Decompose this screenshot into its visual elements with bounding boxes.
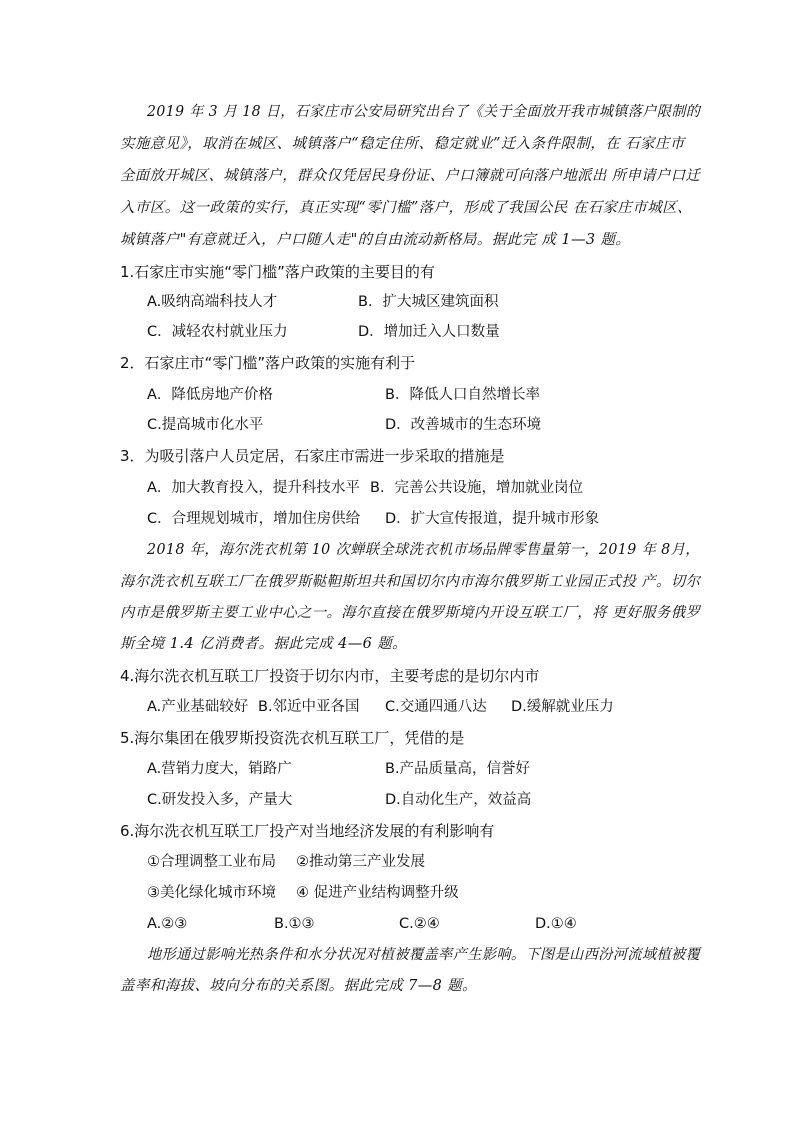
question-6-statement-1: ①合理调整工业布局 xyxy=(147,854,276,870)
passage-2-line-3: 内市是俄罗斯主要工业中心之一。海尔直接在俄罗斯境内开设互联工厂，将 更好服务俄罗 xyxy=(120,605,701,621)
question-2-option-d: D．改善城市的生态环境 xyxy=(385,417,542,433)
passage-1-line-5: 城镇落户"有意就迁入，户口随人走"的自由流动新格局。据此完 成 1—3 题。 xyxy=(120,232,631,248)
question-2-option-c: C.提高城市化水平 xyxy=(147,417,264,433)
question-6-statement-3: ③美化绿化城市环境 xyxy=(147,885,276,901)
passage-3-line-2: 盖率和海拔、坡向分布的关系图。据此完成 7—8 题。 xyxy=(120,978,478,994)
question-4-option-a: A.产业基础较好 xyxy=(147,699,249,715)
question-2-stem: 2．石家庄市“零门槛”落户政策的实施有利于 xyxy=(120,354,416,372)
question-6-stem: 6.海尔洗衣机互联工厂投产对当地经济发展的有利影响有 xyxy=(120,822,495,840)
question-6-statement-4: ④ 促进产业结构调整升级 xyxy=(296,885,459,901)
passage-2-line-1: 2018 年，海尔洗衣机第 10 次蝉联全球洗衣机市场品牌零售量第一，2019 年 8月， xyxy=(147,542,700,558)
question-2-option-a: A．降低房地产价格 xyxy=(147,387,273,403)
question-6-option-c: C.②④ xyxy=(399,916,440,932)
question-3-option-c: C．合理规划城市，增加住房供给 xyxy=(147,511,361,527)
question-5-option-d: D.自动化生产，效益高 xyxy=(385,792,532,808)
passage-2-line-4: 斯全境 1.4 亿消费者。据此完成 4—6 题。 xyxy=(120,636,408,652)
question-3-option-d: D．扩大宣传报道，提升城市形象 xyxy=(385,511,600,527)
passage-1-line-3: 全面放开城区、城镇落户，群众仅凭居民身份证、户口簿就可向落户地派出 所申请户口迁 xyxy=(120,168,701,184)
passage-3-line-1: 地形通过影响光热条件和水分状况对植被覆盖率产生影响。下图是山西汾河流域植被覆 xyxy=(147,947,701,963)
passage-1-line-4: 入市区。这一政策的实行，真正实现“零门槛”落户，形成了我国公民 在石家庄市城区、 xyxy=(120,200,692,216)
question-5-option-c: C.研发投入多，产量大 xyxy=(147,792,293,808)
question-6-option-d: D.①④ xyxy=(535,916,577,932)
passage-1-line-2: 实施意见》，取消在城区、城镇落户“稳定住所、稳定就业”迁入条件限制，在 石家庄市 xyxy=(120,136,685,152)
question-1-option-c: C．减轻农村就业压力 xyxy=(147,324,288,340)
question-1-option-d: D．增加迁入人口数量 xyxy=(358,324,500,340)
question-6-option-b: B.①③ xyxy=(274,916,315,932)
question-6-option-a: A.②③ xyxy=(147,916,188,932)
question-4-stem: 4.海尔洗衣机互联工厂投资于切尔内市，主要考虑的是切尔内市 xyxy=(120,667,540,685)
question-3-option-b: B．完善公共设施，增加就业岗位 xyxy=(370,480,583,496)
passage-1-line-1: 2019 年 3 月 18 日，石家庄市公安局研究出台了《关于全面放开我市城镇落户限制的 xyxy=(147,104,701,120)
question-1-option-b: B．扩大城区建筑面积 xyxy=(358,294,499,310)
question-3-stem: 3．为吸引落户人员定居，石家庄市需进一步采取的措施是 xyxy=(120,447,505,465)
question-5-option-b: B.产品质量高，信誉好 xyxy=(385,761,531,777)
question-1-stem: 1.石家庄市实施“零门槛”落户政策的主要目的有 xyxy=(120,263,435,281)
question-1-option-a: A.吸纳高端科技人才 xyxy=(147,294,278,310)
question-4-option-b: B.邻近中亚各国 xyxy=(258,699,360,715)
question-5-stem: 5.海尔集团在俄罗斯投资洗衣机互联工厂，凭借的是 xyxy=(120,729,465,747)
question-5-option-a: A.营销力度大，销路广 xyxy=(147,761,292,777)
question-4-option-d: D.缓解就业压力 xyxy=(511,699,614,715)
question-2-option-b: B．降低人口自然增长率 xyxy=(385,387,540,403)
question-6-statement-2: ②推动第三产业发展 xyxy=(296,854,425,870)
question-3-option-a: A．加大教育投入，提升科技水平 xyxy=(147,480,360,496)
passage-2-line-2: 海尔洗衣机互联工厂在俄罗斯鞑靼斯坦共和国切尔内市海尔俄罗斯工业园正式投 产。切尔 xyxy=(120,574,701,590)
question-4-option-c: C.交通四通八达 xyxy=(385,699,487,715)
